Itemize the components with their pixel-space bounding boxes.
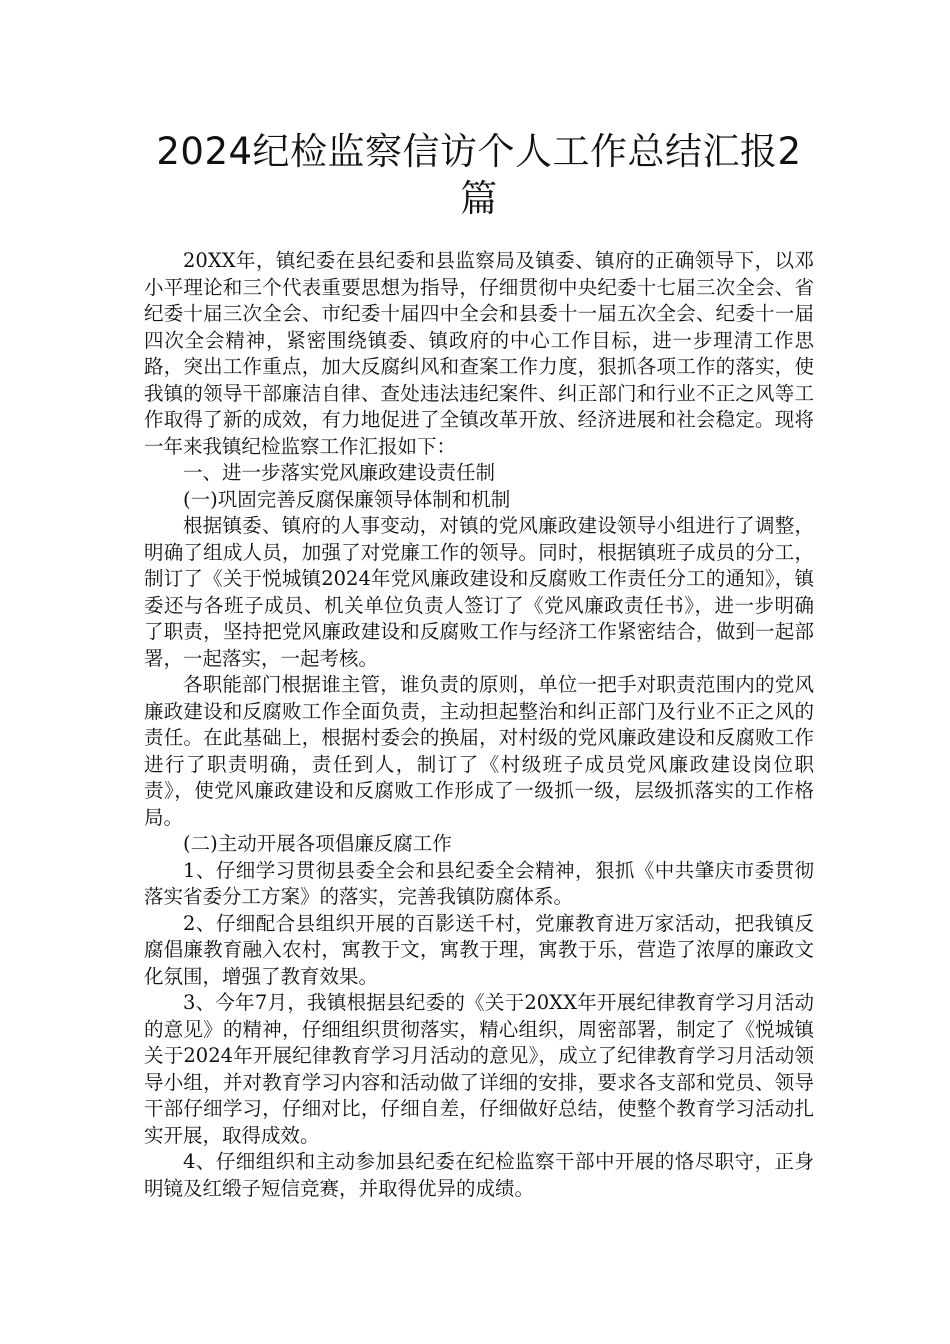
list-item-3: 3、今年7月，我镇根据县纪委的《关于20XX年开展纪律教育学习月活动的意见》的精神，仔细组织贯彻落实，精心组织，周密部署，制定了《悦城镇关于2024年开展纪律教育学习月活动的意见》，成立了纪律教育学习月活动领导小组，并对教育学习内容和活动做了详细的安排，要求各支部和党员、领导干部仔细学习，仔细对比，仔细自差，仔细做好总结，使整个教育学习活动扎实开展，取得成效。 [144,991,814,1147]
document-page [144,128,814,1202]
subsection-heading-2: (二)主动开展各项倡廉反腐工作 [183,832,452,855]
paragraph-department-responsibility: 各职能部门根据谁主管，谁负责的原则，单位一把手对职责范围内的党风廉政建设和反腐败工作全面负责，主动担起整治和纠正部门及行业不正之风的责任。在此基础上，根据村委会的换届，对村级的党风廉政建设和反腐败工作进行了职责明确，责任到人，制订了《村级班子成员党风廉政建设岗位职责》，使党风廉政建设和反腐败工作形成了一级抓一级，层级抓落实的工作格局。 [144,673,814,829]
list-item-1: 1、仔细学习贯彻县委全会和县纪委全会精神，狠抓《中共肇庆市委贯彻落实省委分工方案》的落实，完善我镇防腐体系。 [144,858,814,908]
list-item-2: 2、仔细配合县组织开展的百影送千村，党廉教育进万家活动，把我镇反腐倡廉教育融入农村，寓教于文，寓教于理，寓教于乐，营造了浓厚的廉政文化氛围，增强了教育效果。 [144,911,814,988]
subsection-heading-1: (一)巩固完善反腐保廉领导体制和机制 [183,487,511,511]
list-item-4: 4、仔细组织和主动参加县纪委在纪检监察干部中开展的恪尽职守，正身明镜及红缎子短信竞赛，并取得优异的成绩。 [144,1150,814,1200]
document-body [144,248,814,1202]
document-title: 2024纪检监察信访个人工作总结汇报2篇 [156,130,802,220]
paragraph-intro: 20XX年，镇纪委在县纪委和县监察局及镇委、镇府的正确领导下，以邓小平理论和三个代表重要思想为指导，仔细贯彻中央纪委十七届三次全会、省纪委十届三次全会、市纪委十届四中全会和县委十一届五次全会、纪委十一届四次全会精神，紧密围绕镇委、镇政府的中心工作目标，进一步理清工作思路，突出工作重点，加大反腐纠风和查案工作力度，狠抓各项工作的落实，使我镇的领导干部廉洁自律、查处违法违纪案件、纠正部门和行业不正之风等工作取得了新的成效，有力地促进了全镇改革开放、经济进展和社会稳定。现将一年来我镇纪检监察工作汇报如下： [144,249,814,458]
section-heading-1: 一、进一步落实党风廉政建设责任制 [183,461,496,484]
paragraph-leadership-adjustment: 根据镇委、镇府的人事变动，对镇的党风廉政建设领导小组进行了调整，明确了组成人员，加强了对党廉工作的领导。同时，根据镇班子成员的分工，制订了《关于悦城镇2024年党风廉政建设和反腐败工作责任分工的通知》，镇委还与各班子成员、机关单位负责人签订了《党风廉政责任书》，进一步明确了职责，坚持把党风廉政建设和反腐败工作与经济工作紧密结合，做到一起部署，一起落实，一起考核。 [144,514,814,670]
